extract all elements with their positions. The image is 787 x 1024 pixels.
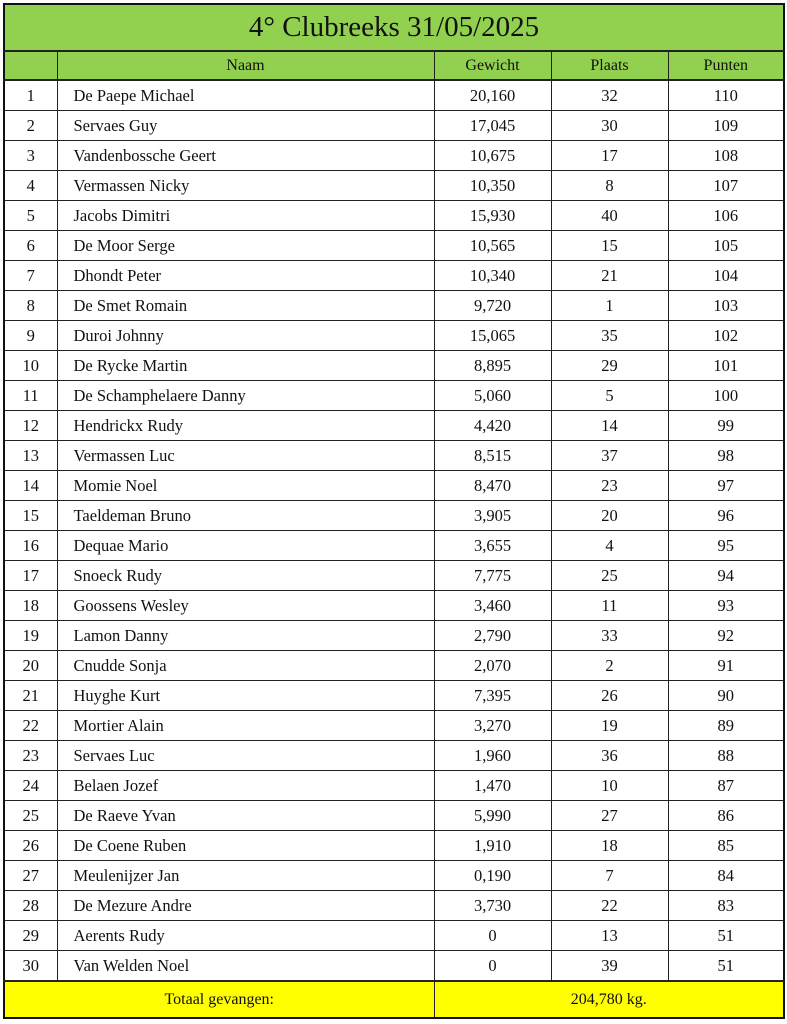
cell-name: Van Welden Noel <box>57 951 434 982</box>
cell-rank: 12 <box>4 411 57 441</box>
table-row <box>4 591 784 621</box>
cell-weight: 1,960 <box>434 741 551 771</box>
cell-place: 29 <box>551 351 668 381</box>
cell-name: Vandenbossche Geert <box>57 141 434 171</box>
cell-place: 33 <box>551 621 668 651</box>
cell-rank: 3 <box>4 141 57 171</box>
cell-rank: 13 <box>4 441 57 471</box>
cell-rank: 2 <box>4 111 57 141</box>
cell-weight: 15,930 <box>434 201 551 231</box>
cell-place: 23 <box>551 471 668 501</box>
table-row <box>4 111 784 141</box>
cell-rank: 21 <box>4 681 57 711</box>
cell-place: 11 <box>551 591 668 621</box>
cell-points: 108 <box>668 141 784 171</box>
cell-rank: 18 <box>4 591 57 621</box>
table-row <box>4 561 784 591</box>
cell-rank: 9 <box>4 321 57 351</box>
cell-points: 104 <box>668 261 784 291</box>
cell-weight: 9,720 <box>434 291 551 321</box>
cell-rank: 22 <box>4 711 57 741</box>
table-row <box>4 501 784 531</box>
table-row <box>4 411 784 441</box>
cell-place: 2 <box>551 651 668 681</box>
table-row <box>4 171 784 201</box>
cell-rank: 10 <box>4 351 57 381</box>
cell-rank: 11 <box>4 381 57 411</box>
cell-place: 35 <box>551 321 668 351</box>
cell-weight: 17,045 <box>434 111 551 141</box>
cell-weight: 1,470 <box>434 771 551 801</box>
header-name: Naam <box>57 51 434 80</box>
table-row <box>4 651 784 681</box>
cell-points: 105 <box>668 231 784 261</box>
cell-rank: 1 <box>4 80 57 111</box>
cell-points: 95 <box>668 531 784 561</box>
header-weight: Gewicht <box>434 51 551 80</box>
cell-points: 90 <box>668 681 784 711</box>
cell-name: Belaen Jozef <box>57 771 434 801</box>
table-row <box>4 291 784 321</box>
cell-place: 27 <box>551 801 668 831</box>
cell-name: De Coene Ruben <box>57 831 434 861</box>
cell-place: 21 <box>551 261 668 291</box>
cell-name: Meulenijzer Jan <box>57 861 434 891</box>
table-row <box>4 771 784 801</box>
cell-rank: 17 <box>4 561 57 591</box>
cell-name: Momie Noel <box>57 471 434 501</box>
cell-rank: 23 <box>4 741 57 771</box>
cell-points: 97 <box>668 471 784 501</box>
cell-place: 40 <box>551 201 668 231</box>
cell-weight: 7,775 <box>434 561 551 591</box>
title-row <box>4 4 784 51</box>
cell-weight: 10,565 <box>434 231 551 261</box>
cell-name: De Moor Serge <box>57 231 434 261</box>
table-row <box>4 741 784 771</box>
cell-points: 106 <box>668 201 784 231</box>
header-row <box>4 51 784 80</box>
cell-place: 8 <box>551 171 668 201</box>
table-row <box>4 621 784 651</box>
cell-weight: 10,350 <box>434 171 551 201</box>
cell-name: De Smet Romain <box>57 291 434 321</box>
cell-place: 20 <box>551 501 668 531</box>
cell-points: 51 <box>668 921 784 951</box>
cell-points: 84 <box>668 861 784 891</box>
cell-name: Mortier Alain <box>57 711 434 741</box>
cell-name: De Schamphelaere Danny <box>57 381 434 411</box>
cell-rank: 26 <box>4 831 57 861</box>
cell-name: Vermassen Luc <box>57 441 434 471</box>
cell-points: 51 <box>668 951 784 982</box>
cell-name: Goossens Wesley <box>57 591 434 621</box>
cell-weight: 20,160 <box>434 80 551 111</box>
cell-weight: 0 <box>434 921 551 951</box>
cell-place: 25 <box>551 561 668 591</box>
cell-rank: 4 <box>4 171 57 201</box>
table-row <box>4 351 784 381</box>
cell-name: Taeldeman Bruno <box>57 501 434 531</box>
cell-weight: 4,420 <box>434 411 551 441</box>
cell-points: 87 <box>668 771 784 801</box>
cell-points: 98 <box>668 441 784 471</box>
cell-points: 85 <box>668 831 784 861</box>
cell-rank: 16 <box>4 531 57 561</box>
cell-place: 14 <box>551 411 668 441</box>
cell-place: 32 <box>551 80 668 111</box>
table-row <box>4 80 784 111</box>
cell-name: Vermassen Nicky <box>57 171 434 201</box>
cell-points: 100 <box>668 381 784 411</box>
table-row <box>4 531 784 561</box>
cell-points: 94 <box>668 561 784 591</box>
table-row <box>4 321 784 351</box>
header-rank <box>4 51 57 80</box>
cell-weight: 3,460 <box>434 591 551 621</box>
cell-weight: 0 <box>434 951 551 982</box>
table-row <box>4 711 784 741</box>
cell-name: Duroi Johnny <box>57 321 434 351</box>
table-row <box>4 831 784 861</box>
table-body <box>4 80 784 981</box>
cell-name: Dequae Mario <box>57 531 434 561</box>
cell-points: 92 <box>668 621 784 651</box>
cell-weight: 8,515 <box>434 441 551 471</box>
table-row <box>4 951 784 982</box>
table-row <box>4 681 784 711</box>
cell-name: Dhondt Peter <box>57 261 434 291</box>
table-row <box>4 861 784 891</box>
cell-place: 5 <box>551 381 668 411</box>
total-label: Totaal gevangen: <box>4 981 434 1018</box>
total-value: 204,780 kg. <box>434 981 784 1018</box>
cell-name: Cnudde Sonja <box>57 651 434 681</box>
cell-name: De Paepe Michael <box>57 80 434 111</box>
cell-place: 13 <box>551 921 668 951</box>
cell-weight: 2,790 <box>434 621 551 651</box>
cell-points: 107 <box>668 171 784 201</box>
cell-rank: 29 <box>4 921 57 951</box>
cell-weight: 10,675 <box>434 141 551 171</box>
cell-weight: 8,470 <box>434 471 551 501</box>
cell-points: 93 <box>668 591 784 621</box>
cell-weight: 5,060 <box>434 381 551 411</box>
cell-rank: 8 <box>4 291 57 321</box>
cell-points: 89 <box>668 711 784 741</box>
cell-name: Hendrickx Rudy <box>57 411 434 441</box>
table-row <box>4 141 784 171</box>
cell-rank: 6 <box>4 231 57 261</box>
cell-place: 39 <box>551 951 668 982</box>
header-place: Plaats <box>551 51 668 80</box>
cell-weight: 2,070 <box>434 651 551 681</box>
cell-weight: 8,895 <box>434 351 551 381</box>
cell-name: De Raeve Yvan <box>57 801 434 831</box>
cell-weight: 1,910 <box>434 831 551 861</box>
table-row <box>4 201 784 231</box>
cell-weight: 15,065 <box>434 321 551 351</box>
cell-rank: 5 <box>4 201 57 231</box>
header-points: Punten <box>668 51 784 80</box>
cell-rank: 14 <box>4 471 57 501</box>
cell-rank: 19 <box>4 621 57 651</box>
cell-name: De Mezure Andre <box>57 891 434 921</box>
cell-points: 110 <box>668 80 784 111</box>
cell-rank: 15 <box>4 501 57 531</box>
cell-place: 26 <box>551 681 668 711</box>
cell-points: 96 <box>668 501 784 531</box>
table-row <box>4 381 784 411</box>
cell-name: De Rycke Martin <box>57 351 434 381</box>
cell-place: 37 <box>551 441 668 471</box>
cell-place: 30 <box>551 111 668 141</box>
cell-place: 17 <box>551 141 668 171</box>
cell-points: 88 <box>668 741 784 771</box>
cell-points: 91 <box>668 651 784 681</box>
cell-name: Huyghe Kurt <box>57 681 434 711</box>
cell-rank: 24 <box>4 771 57 801</box>
cell-name: Lamon Danny <box>57 621 434 651</box>
table-row <box>4 891 784 921</box>
cell-weight: 10,340 <box>434 261 551 291</box>
cell-place: 19 <box>551 711 668 741</box>
cell-rank: 7 <box>4 261 57 291</box>
cell-place: 36 <box>551 741 668 771</box>
cell-points: 101 <box>668 351 784 381</box>
cell-name: Servaes Guy <box>57 111 434 141</box>
table-row <box>4 261 784 291</box>
cell-rank: 20 <box>4 651 57 681</box>
cell-name: Snoeck Rudy <box>57 561 434 591</box>
cell-rank: 30 <box>4 951 57 982</box>
cell-place: 18 <box>551 831 668 861</box>
cell-weight: 3,730 <box>434 891 551 921</box>
cell-place: 22 <box>551 891 668 921</box>
cell-points: 102 <box>668 321 784 351</box>
table-title: 4° Clubreeks 31/05/2025 <box>4 4 784 51</box>
cell-place: 15 <box>551 231 668 261</box>
cell-points: 83 <box>668 891 784 921</box>
cell-name: Aerents Rudy <box>57 921 434 951</box>
table-row <box>4 231 784 261</box>
cell-points: 109 <box>668 111 784 141</box>
cell-rank: 25 <box>4 801 57 831</box>
cell-place: 10 <box>551 771 668 801</box>
cell-weight: 0,190 <box>434 861 551 891</box>
table-row <box>4 441 784 471</box>
cell-weight: 3,270 <box>434 711 551 741</box>
cell-weight: 3,905 <box>434 501 551 531</box>
cell-points: 103 <box>668 291 784 321</box>
cell-name: Servaes Luc <box>57 741 434 771</box>
cell-rank: 28 <box>4 891 57 921</box>
table-row <box>4 921 784 951</box>
cell-weight: 7,395 <box>434 681 551 711</box>
results-table <box>3 3 785 1019</box>
cell-weight: 5,990 <box>434 801 551 831</box>
cell-name: Jacobs Dimitri <box>57 201 434 231</box>
cell-place: 7 <box>551 861 668 891</box>
cell-weight: 3,655 <box>434 531 551 561</box>
total-row <box>4 981 784 1018</box>
cell-place: 4 <box>551 531 668 561</box>
table-row <box>4 471 784 501</box>
cell-points: 99 <box>668 411 784 441</box>
cell-points: 86 <box>668 801 784 831</box>
table-row <box>4 801 784 831</box>
cell-place: 1 <box>551 291 668 321</box>
cell-rank: 27 <box>4 861 57 891</box>
